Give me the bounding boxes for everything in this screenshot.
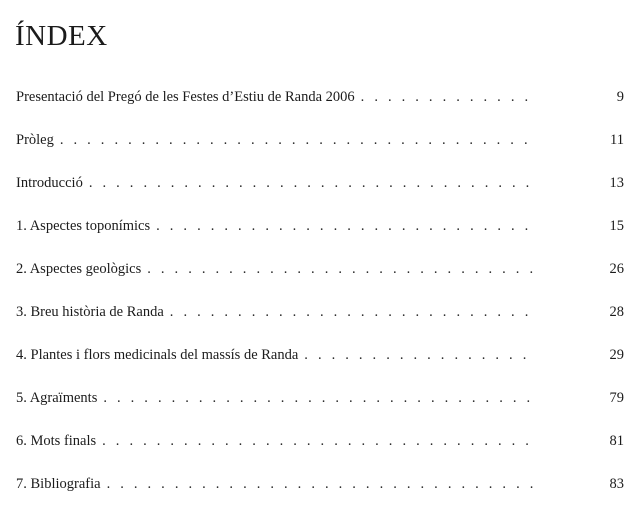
dot-leader	[103, 389, 536, 407]
toc-entry-label: 2. Aspectes geològics	[16, 261, 142, 277]
toc-entry	[16, 131, 624, 174]
toc-entry-label: 3. Breu història de Randa	[16, 304, 164, 320]
toc-entry-page: 81	[609, 433, 624, 449]
toc-entry-label: 5. Agraïments	[16, 390, 98, 406]
toc-entry-label: 1. Aspectes toponímics	[16, 218, 151, 234]
toc-entry-label: 7. Bibliografia	[16, 476, 101, 492]
toc-entry	[16, 389, 624, 432]
dot-leader	[170, 303, 536, 321]
dot-leader	[102, 432, 536, 450]
table-of-contents	[16, 88, 624, 518]
toc-entry-page: 28	[609, 304, 624, 320]
dot-leader	[60, 131, 536, 149]
toc-entry-label: Pròleg	[16, 132, 54, 148]
toc-entry-page: 79	[609, 390, 624, 406]
toc-entry-page: 29	[609, 347, 624, 363]
dot-leader	[89, 174, 536, 192]
toc-entry	[16, 475, 624, 518]
toc-entry	[16, 88, 624, 131]
dot-leader	[147, 260, 536, 278]
toc-entry-page: 9	[616, 89, 624, 105]
toc-entry	[16, 346, 624, 389]
toc-entry-page: 13	[609, 175, 624, 191]
dot-leader	[304, 346, 536, 364]
dot-leader	[156, 217, 536, 235]
toc-entry	[16, 303, 624, 346]
toc-entry-page: 83	[609, 476, 624, 492]
toc-entry-page: 15	[609, 218, 624, 234]
dot-leader	[107, 475, 536, 493]
toc-entry	[16, 260, 624, 303]
toc-entry-page: 26	[609, 261, 624, 277]
toc-entry-label: 4. Plantes i flors medicinals del massís de Randa	[16, 347, 299, 363]
toc-entry	[16, 174, 624, 217]
toc-entry-page: 11	[610, 132, 624, 148]
toc-entry-label: Introducció	[16, 175, 83, 191]
toc-entry	[16, 217, 624, 260]
toc-entry-label: 6. Mots finals	[16, 433, 97, 449]
page-title: ÍNDEX	[15, 20, 108, 52]
toc-entry-label: Presentació del Pregó de les Festes d’Estiu de Randa 2006	[16, 89, 355, 105]
toc-entry	[16, 432, 624, 475]
dot-leader	[361, 88, 536, 106]
